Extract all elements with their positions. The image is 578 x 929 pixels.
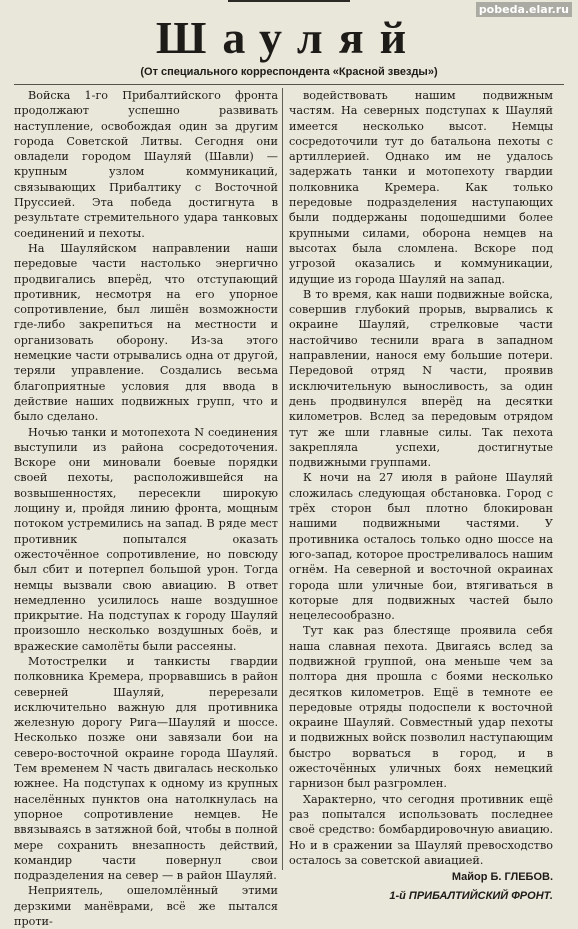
author-unit: 1-й ПРИБАЛТИЙСКИЙ ФРОНТ. [389,890,553,903]
article-subtitle: (От специального корреспондента «Красной звезды») [140,66,438,78]
paragraph: Тут как раз блестяще проявила себя наша славная пехота. Двигаясь вслед за подвижной группой, она меньше чем за полтора дня прошла с боями несколько десятков километров. Ещё в темноте ее передовые отряды подоспели к восточной окраине Шауляй. Совместный удар пехоты и подвижных войск позволил наступающим быстро ворваться в город, и в ожесточённых уличных боях немецкий гарнизон был разгромлен. [289,624,553,791]
paragraph: Характерно, что сегодня противник ещё раз попытался использовать последнее своё средство: бомбардировочную авиацию. Но и в сражении за Шауляй превосходство осталось за советской авиацией. [289,792,553,867]
author-signature: Майор Б. ГЛЕБОВ. [451,871,553,884]
paragraph: Ночью танки и мотопехота N соединения выступили из района сосредоточения. Вскоре они миновали боевые порядки своей пехоты, расположившейся на возвышенностях, пересекли широкую лощину и, пройдя линию фронта, мощным потоком устремились на запад. В ряде мест противник попытался оказать ожесточённое сопротивление, но повсюду был сбит и потерпел большой урон. Тогда немцы вызвали свою авиацию. В ответ немедленно усилилось наше воздушное прикрытие. На подступах к городу Шауляй произошло несколько воздушных боёв, и вражеские самолёты были рассеяны. [14,425,278,653]
paragraph: Войска 1-го Прибалтийского фронта продолжают успешно развивать наступление, освобождая один за другим города Советской Литвы. Сегодня они овладели городом Шауляй (Шавли) — крупным узлом коммуникаций, связывающих Прибалтику с Восточной Пруссией. Эта победа достигнута в результате стремительного удара танковых соединений и пехоты. [14,89,278,240]
header-rule [14,84,564,85]
paragraph: Мотострелки и танкисты гвардии полковника Кремера, прорвавшись в район северней Шауляй, перерезали исключительно важную для противника железную дорогу Рига—Шауляй и шоссе. Несколько позже они завязали бои на северо-восточной окраине города Шауляй. Тем временем N часть двигалась несколько южнее. На подступах к одному из крупных населённых пунктов она натолкнулась на упорное сопротивление немцев. Не ввязываясь в затяжной бой, чтобы в полной мере сохранить внезапность действий, командир части повернул свои подразделения на север — в район Шауляй. [14,654,278,883]
paragraph: В то время, как наши подвижные войска, совершив глубокий прорыв, вырвались к окраине Шауляй, стрелковые части настойчиво теснили врага в западном направлении, нанося ему большие потери. Передовой отряд N части, проявив исключительную выносливость, за один день продвинулся вперёд на десятки километров. Вслед за передовым отрядом тут же шли главные силы. Так пехота закрепляла успехи, достигнутые подвижными группами. [289,287,553,470]
watermark: pobeda.elar.ru [476,2,572,17]
paragraph: На Шауляйском направлении наши передовые части настолько энергично продвигались вперёд, что отступающий противник, несмотря на его упорное сопротивление, был лишён возможности где-либо закрепиться на местности и организовать оборону. Из-за этого немецкие части отрывались одна от другой, теряли управление. Создались весьма благоприятные условия для ввода в действие наших подвижных групп, что и было сделано. [14,241,278,424]
column-divider [282,88,283,870]
paragraph: водействовать нашим подвижным частям. На северных подступах к Шауляй имеется несколько высот. Немцы сосредоточили тут до батальона пехоты с артиллерией. Однако им не удалось задержать танки и мотопехоту гвардии полковника Кремера. Как только передовые подразделения наступающих были поддержаны подошедшими более крупными силами, оборона немцев на высотах была сломлена. Вскоре под угрозой оказались и коммуникации, идущие из города Шауляй на запад. [289,89,553,286]
paragraph: К ночи на 27 июля в районе Шауляй сложилась следующая обстановка. Город с трёх сторон был плотно блокирован нашими подвижными частями. У противника осталось только одно шоссе на юго-запад, которое простреливалось нашим огнём. На северной и восточной окраинах города шли уличные бои, втягиваться в которые для подвижных частей было нецелесообразно. [289,471,553,623]
right-column [289,88,553,905]
article-title: Шауляй [155,12,423,63]
top-rule [228,0,350,2]
left-column [14,88,278,929]
paragraph: Неприятель, ошеломлённый этими дерзкими манёврами, всё же пытался проти- [14,884,278,929]
